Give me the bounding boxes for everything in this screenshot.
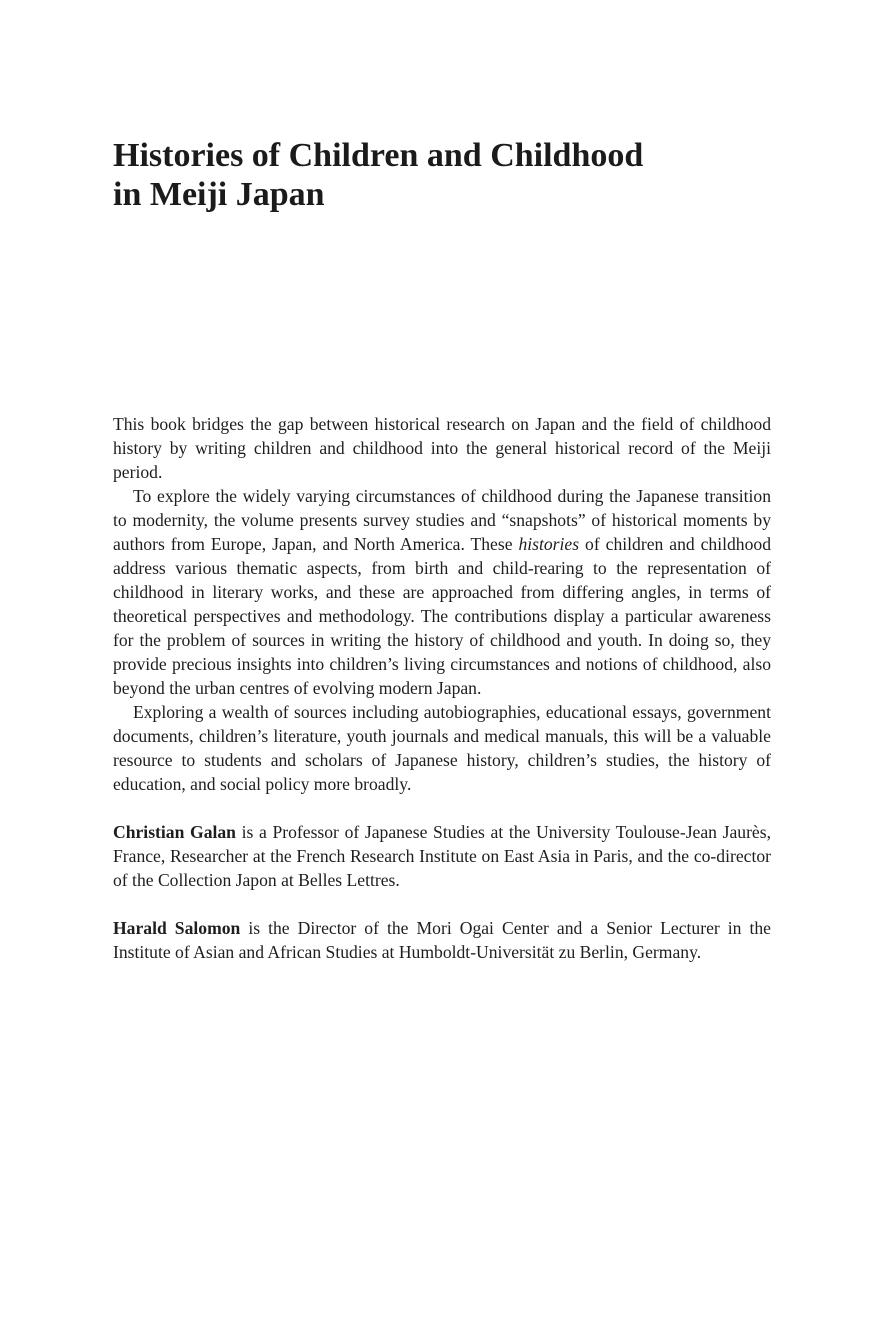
author-name-1: Christian Galan <box>113 822 236 842</box>
author-bio-text-2: is the Director of the Mori Ogai Center and a Senior Lecturer in the Institute of Asian and African Studies at Humboldt-Universität zu Berlin, Germany. <box>113 918 771 962</box>
author-name-2: Harald Salomon <box>113 918 241 938</box>
book-title-line-2: in Meiji Japan <box>113 176 325 213</box>
author-bio-text-1: is a Professor of Japanese Studies at the University Toulouse-Jean Jaurès, France, Researcher at the French Research Institute on East Asia in Paris, and the co-director of the Collection Japon at Belles Lettres. <box>113 822 771 890</box>
description-paragraph-2 <box>113 484 771 700</box>
paragraph-2-italic-word: histories <box>518 534 580 554</box>
book-title-line-1: Histories of Children and Childhood <box>113 137 644 174</box>
paragraph-2-text-rest: of children and childhood address various thematic aspects, from birth and child-rearing to the representation of childhood in literary works, and these are approached from differing angles, in terms of theoretical perspectives and methodology. The contributions display a particular awareness for the problem of sources in writing the history of childhood and youth. In doing so, they provide precious insights into children’s living circumstances and notions of childhood, also beyond the urban centres of evolving modern Japan. <box>113 534 771 698</box>
author-bio-2 <box>113 916 771 964</box>
paragraph-2-text-start: To explore the widely varying circumstances of childhood during the Japanese transition to modernity, the volume presents survey studies and “snapshots” of historical moments by authors from Europe, Japan, and North America. These <box>113 486 771 554</box>
book-title <box>113 136 773 214</box>
description-paragraph-1: This book bridges the gap between historical research on Japan and the field of childhood history by writing children and childhood into the general historical record of the Meiji period. <box>113 414 771 482</box>
author-bio-1 <box>113 820 771 892</box>
description-paragraph-3: Exploring a wealth of sources including autobiographies, educational essays, government documents, children’s literature, youth journals and medical manuals, this will be a valuable resource to students and scholars of Japanese history, children’s studies, the history of education, and social policy more broadly. <box>113 702 771 794</box>
book-description <box>113 412 771 964</box>
